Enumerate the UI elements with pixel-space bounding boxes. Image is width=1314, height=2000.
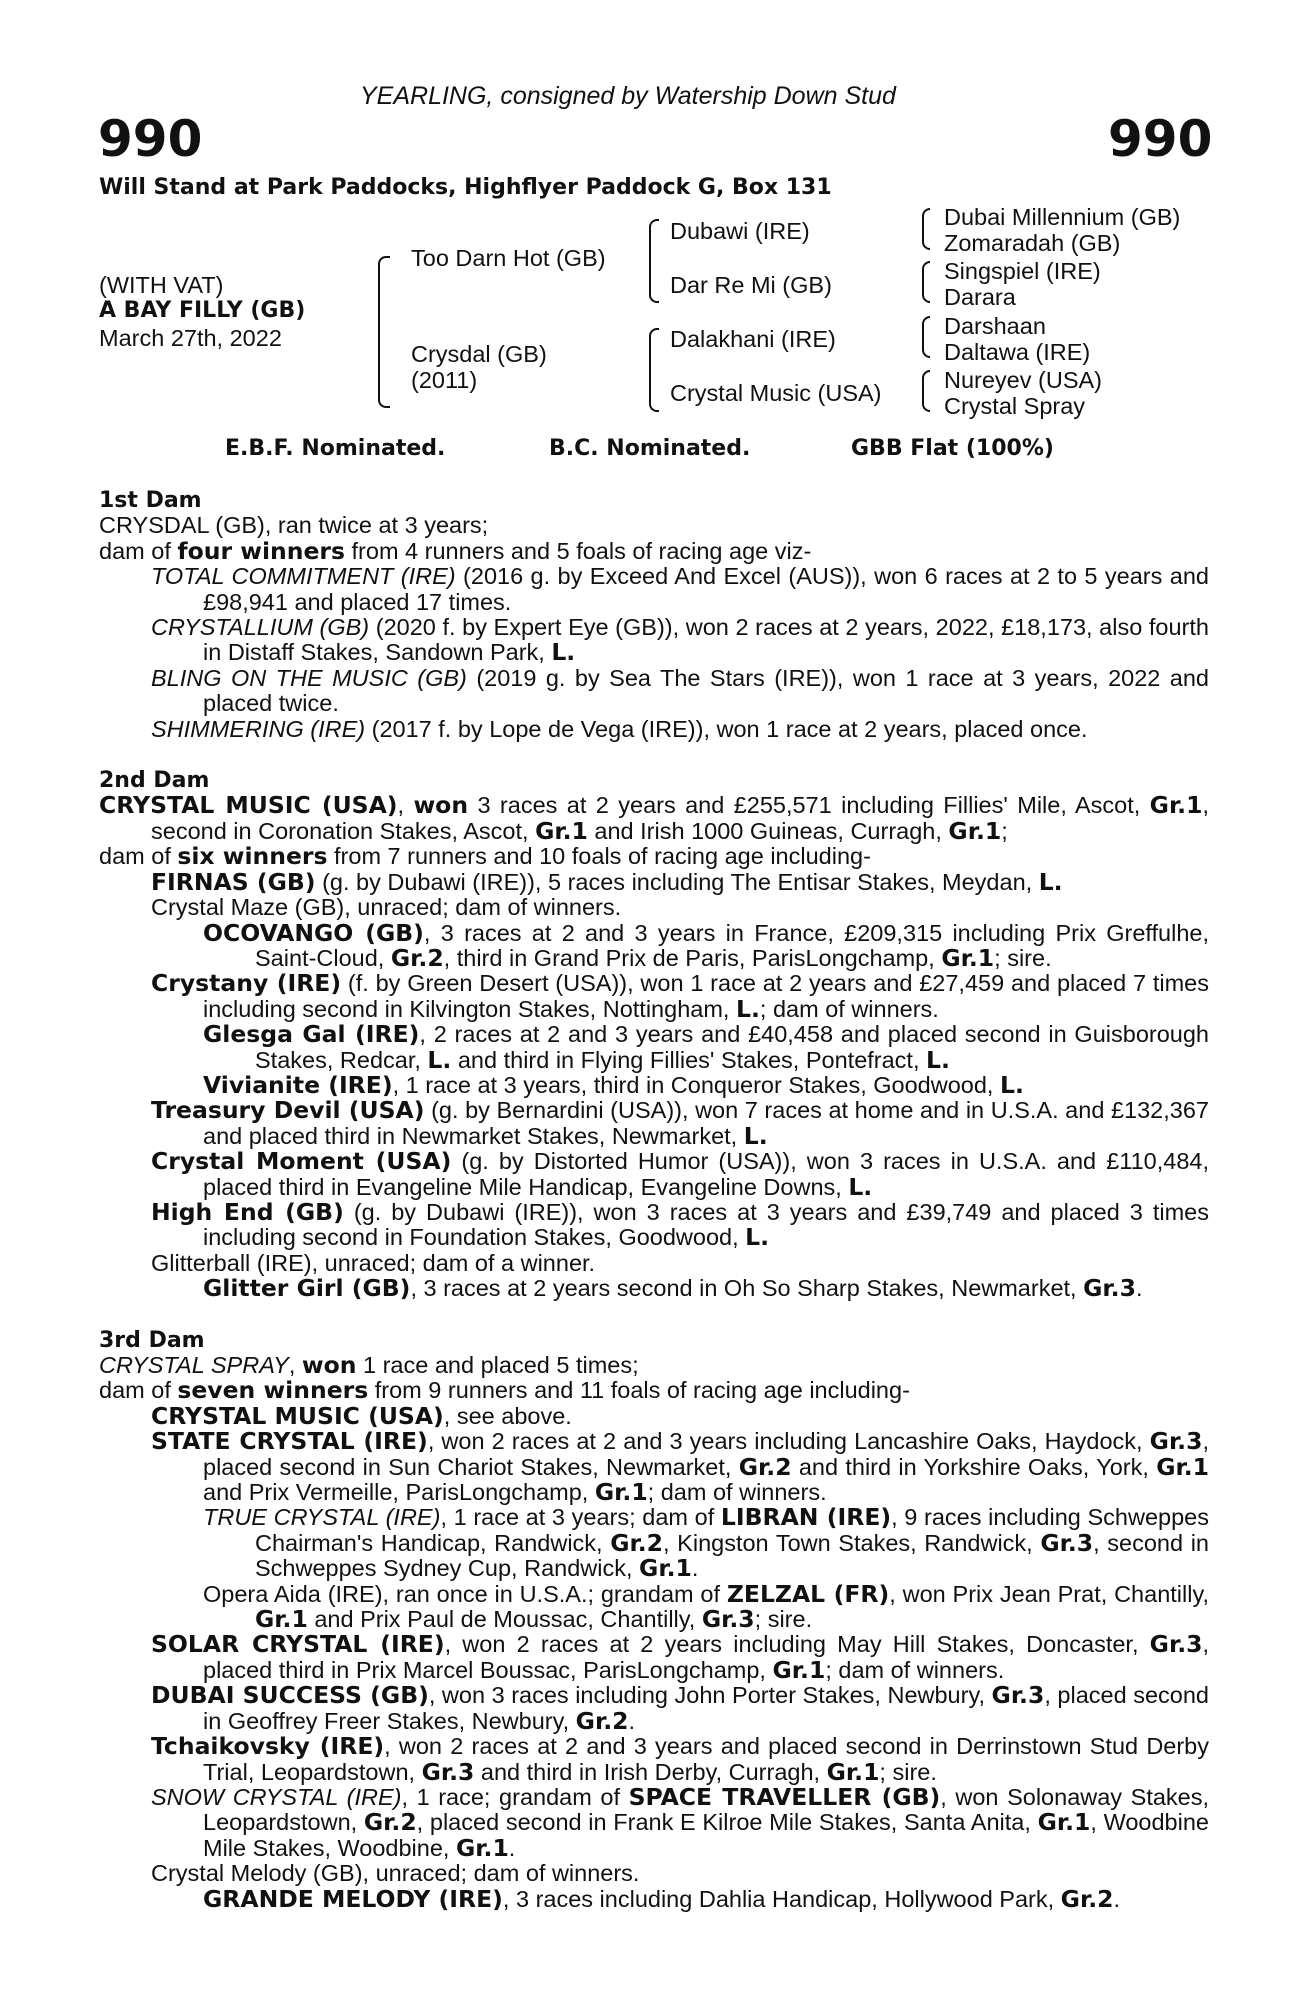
pedigree-brace-sire [649, 219, 659, 303]
pedigree-dsd: Daltawa (IRE) [944, 339, 1091, 365]
pedigree-brace-main [378, 256, 390, 408]
pedigree-brace-dd [922, 370, 930, 412]
section-second-dam: 2nd Dam [99, 768, 210, 794]
pedigree-dam-dam: Crystal Music (USA) [670, 380, 882, 406]
produce-ocovango: OCOVANGO (GB), 3 races at 2 and 3 years in France, £209,315 including Prix Greffulhe, Saint-Cloud, Gr.2, third in Grand Prix de Paris, ParisLongchamp, Gr.1; sire. [203, 918, 1209, 972]
section-third-dam: 3rd Dam [99, 1327, 205, 1353]
pedigree-dds: Nureyev (USA) [944, 367, 1103, 393]
produce-firnas: FIRNAS (GB) (g. by Dubawi (IRE)), 5 races including The Entisar Stakes, Meydan, L. [151, 867, 1063, 896]
pedigree-dam: Crysdal (GB) [411, 341, 547, 367]
pedigree-notes [99, 462, 1209, 1912]
ebf-nomination: E.B.F. Nominated. [225, 436, 446, 461]
horse-name: A BAY FILLY (GB) [99, 298, 306, 323]
pedigree-sire-sire: Dubawi (IRE) [670, 218, 810, 244]
produce-solar-crystal: SOLAR CRYSTAL (IRE), won 2 races at 2 years including May Hill Stakes, Doncaster, Gr.3, placed third in Prix Marcel Boussac, ParisLongchamp, Gr.1; dam of winners. [151, 1630, 1210, 1684]
produce-vivianite: Vivianite (IRE), 1 race at 3 years, third in Conqueror Stakes, Goodwood, L. [203, 1070, 1024, 1099]
pedigree-dam-sire: Dalakhani (IRE) [670, 326, 836, 352]
vat-note: (WITH VAT) [99, 272, 224, 298]
produce-total-commitment: TOTAL COMMITMENT (IRE) (2016 g. by Exceed And Excel (AUS)), won 6 races at 2 to 5 years and £98,941 and placed 17 times. [151, 563, 1209, 615]
dam-produce-summary: dam of four winners from 4 runners and 5 foals of racing age viz- [99, 536, 812, 565]
pedigree-dss: Darshaan [944, 313, 1046, 339]
produce-bling-on-the-music: BLING ON THE MUSIC (GB) (2019 g. by Sea The Stars (IRE)), won 1 race at 3 years, 2022 and placed twice. [151, 664, 1209, 717]
produce-state-crystal: STATE CRYSTAL (IRE), won 2 races at 2 and 3 years including Lancashire Oaks, Haydock, Gr.3, placed second in Sun Chariot Stakes, Newmarket, Gr.2 and third in Yorkshire Oaks, York, Gr.1 and Prix Vermeille, ParisLongchamp, Gr.1; dam of winners. [151, 1427, 1209, 1507]
dam-line: CRYSDAL (GB), ran twice at 3 years; [99, 512, 489, 539]
pedigree-brace-sd [922, 261, 930, 303]
stabling-location: Will Stand at Park Paddocks, Highflyer Paddock G, Box 131 [99, 175, 832, 200]
produce-grande-melody: GRANDE MELODY (IRE), 3 races including Dahlia Handicap, Hollywood Park, Gr.2. [203, 1884, 1121, 1913]
lot-number-right: 990 [1108, 110, 1213, 168]
pedigree-sire: Too Darn Hot (GB) [411, 245, 606, 271]
foaling-date: March 27th, 2022 [99, 325, 282, 351]
produce-crystal-melody: Crystal Melody (GB), unraced; dam of winners. [151, 1860, 640, 1887]
page-header-title: YEARLING, consigned by Watership Down Stud [360, 82, 896, 110]
produce-tchaikovsky: Tchaikovsky (IRE), won 2 races at 2 and 3 years and placed second in Derrinstown Stud Derby Trial, Leopardstown, Gr.3 and third in Irish Derby, Curragh, Gr.1; sire. [151, 1732, 1210, 1786]
produce-crystal-moment: Crystal Moment (USA) (g. by Distorted Humor (USA)), won 3 races in U.S.A. and £110,484, placed third in Evangeline Mile Handicap, Evangeline Downs, L. [151, 1147, 1209, 1201]
third-dam-line: CRYSTAL SPRAY, won 1 race and placed 5 times; [99, 1351, 639, 1379]
produce-snow-crystal: SNOW CRYSTAL (IRE), 1 race; grandam of SPACE TRAVELLER (GB), won Solonaway Stakes, Leopardstown, Gr.2, placed second in Frank E Kilroe Mile Stakes, Santa Anita, Gr.1, Woodbine Mile Stakes, Woodbine, Gr.1. [151, 1782, 1210, 1862]
produce-dubai-success: DUBAI SUCCESS (GB), won 3 races including John Porter Stakes, Newbury, Gr.3, placed second in Geoffrey Freer Stakes, Newbury, Gr.2. [151, 1681, 1209, 1735]
produce-crystal-music: CRYSTAL MUSIC (USA), see above. [151, 1401, 572, 1430]
produce-glesga-gal: Glesga Gal (IRE), 2 races at 2 and 3 years and £40,458 and placed second in Guisborough Stakes, Redcar, L. and third in Flying Fillies' Stakes, Pontefract, L. [203, 1020, 1209, 1074]
produce-glitterball: Glitterball (IRE), unraced; dam of a winner. [151, 1249, 596, 1276]
produce-shimmering: SHIMMERING (IRE) (2017 f. by Lope de Vega (IRE)), won 1 race at 2 years, placed once. [151, 715, 1088, 742]
pedigree-ddd: Crystal Spray [944, 393, 1086, 419]
gbb-flat: GBB Flat (100%) [851, 436, 1054, 461]
pedigree-sire-dam: Dar Re Mi (GB) [670, 272, 832, 298]
second-dam-produce-summary: dam of six winners from 7 runners and 10 foals of racing age including- [99, 842, 871, 871]
produce-crystallium: CRYSTALLIUM (GB) (2020 f. by Expert Eye (GB)), won 2 races at 2 years, 2022, £18,173, also fourth in Distaff Stakes, Sandown Park, L. [151, 614, 1209, 667]
bc-nomination: B.C. Nominated. [549, 436, 751, 461]
section-first-dam: 1st Dam [99, 488, 202, 513]
pedigree-dam-year: (2011) [411, 367, 478, 393]
pedigree-sdd: Darara [944, 284, 1016, 310]
produce-opera-aida: Opera Aida (IRE), ran once in U.S.A.; grandam of ZELZAL (FR), won Prix Jean Prat, Chantilly, Gr.1 and Prix Paul de Moussac, Chantilly, Gr.3; sire. [203, 1579, 1209, 1634]
pedigree-sds: Singspiel (IRE) [944, 258, 1101, 284]
lot-number-left: 990 [98, 110, 203, 168]
pedigree-brace-ss [922, 208, 930, 250]
produce-glitter-girl: Glitter Girl (GB), 3 races at 2 years second in Oh So Sharp Stakes, Newmarket, Gr.3. [203, 1274, 1143, 1303]
second-dam-line: CRYSTAL MUSIC (USA), won 3 races at 2 years and £255,571 including Fillies' Mile, Ascot, Gr.1, second in Coronation Stakes, Ascot, Gr.1 and Irish 1000 Guineas, Curragh, Gr.1; [99, 791, 1209, 845]
produce-true-crystal: TRUE CRYSTAL (IRE), 1 race at 3 years; dam of LIBRAN (IRE), 9 races including Schweppes Chairman's Handicap, Randwick, Gr.2, Kingston Town Stakes, Randwick, Gr.3, second in Schweppes Sydney Cup, Randwick, Gr.1. [203, 1503, 1209, 1583]
pedigree-brace-ds [922, 316, 930, 358]
produce-treasury-devil: Treasury Devil (USA) (g. by Bernardini (USA)), won 7 races at home and in U.S.A. and £132,367 and placed third in Newmarket Stakes, Newmarket, L. [151, 1096, 1209, 1150]
third-dam-produce-summary: dam of seven winners from 9 runners and 11 foals of racing age including- [99, 1376, 910, 1405]
pedigree-brace-dam [649, 328, 659, 412]
pedigree-sss: Dubai Millennium (GB) [944, 204, 1181, 230]
produce-high-end: High End (GB) (g. by Dubawi (IRE)), won 3 races at 3 years and £39,749 and placed 3 times including second in Foundation Stakes, Goodwood, L. [151, 1197, 1209, 1252]
produce-crystany: Crystany (IRE) (f. by Green Desert (USA)), won 1 race at 2 years and £27,459 and placed 7 times including second in Kilvington Stakes, Nottingham, L.; dam of winners. [151, 969, 1209, 1023]
pedigree-ssd: Zomaradah (GB) [944, 230, 1121, 256]
produce-crystal-maze: Crystal Maze (GB), unraced; dam of winners. [151, 894, 622, 921]
